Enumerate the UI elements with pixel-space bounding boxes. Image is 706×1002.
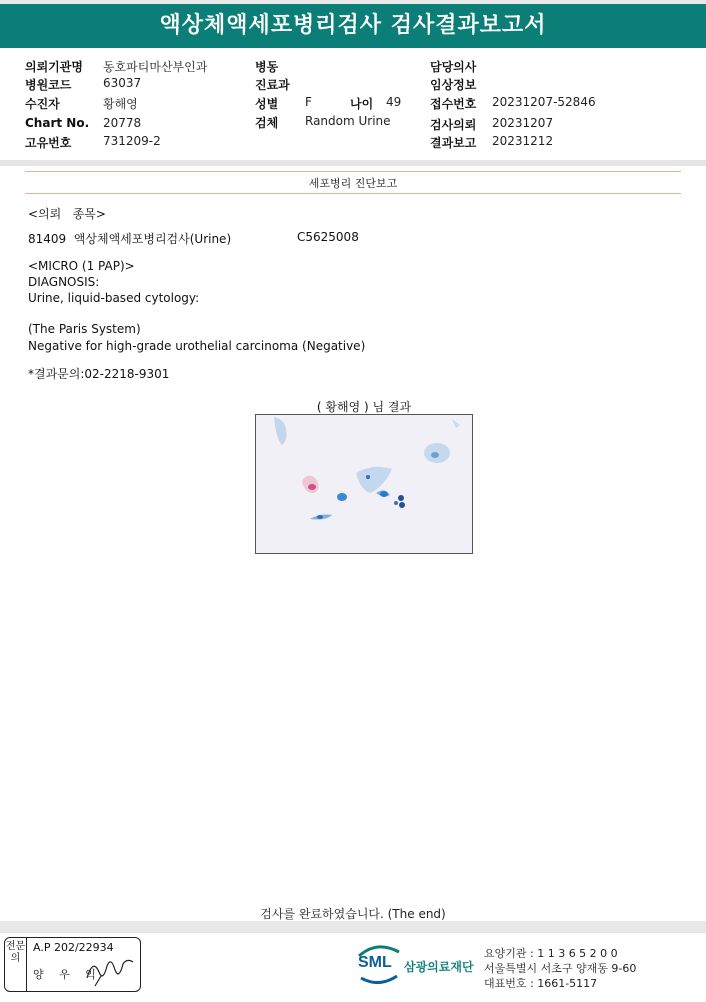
- test-code: C5625008: [297, 230, 359, 244]
- specialist-tag: 전문의: [5, 938, 27, 991]
- label-unique-number: 고유번호: [25, 136, 72, 150]
- value-age: 49: [386, 95, 402, 109]
- logo-text: SML: [358, 954, 392, 971]
- organization-name: 삼광의료재단: [404, 960, 474, 974]
- patient-info: [0, 54, 706, 158]
- value-unique-number: 731209-2: [103, 134, 161, 148]
- paris-system: (The Paris System): [28, 322, 141, 336]
- value-sex: F: [305, 95, 312, 109]
- value-result-reported: 20231212: [492, 134, 554, 148]
- pathologist-number: A.P 202/22934: [33, 941, 114, 954]
- value-requesting-institution: 동호파티마산부인과: [103, 60, 208, 74]
- value-chart-no: 20778: [103, 116, 142, 130]
- report-title: 액상체액세포병리검사 검사결과보고서: [0, 4, 706, 48]
- section-rule-top: [25, 171, 681, 172]
- label-age: 나이: [350, 97, 374, 111]
- footer-band: [0, 921, 706, 933]
- label-accession-number: 접수번호: [430, 97, 477, 111]
- micro-header: <MICRO (1 PAP)>: [28, 259, 135, 273]
- organization-address: 서울특별시 서초구 양재동 9-60: [484, 962, 637, 975]
- value-patient-name: 황해영: [103, 97, 138, 111]
- request-header: <의뢰 종목>: [28, 207, 106, 221]
- end-of-report: 검사를 완료하였습니다. (The end): [260, 907, 446, 921]
- organization-phone: 대표번호 : 1661-5117: [484, 977, 598, 990]
- label-ward: 병동: [255, 60, 279, 74]
- label-department: 진료과: [255, 78, 290, 92]
- diagnosis-result: Negative for high-grade urothelial carcinoma (Negative): [28, 339, 366, 353]
- cytology-image: [255, 414, 473, 554]
- pathologist-name: 양 우 익: [33, 968, 102, 981]
- label-clinical-info: 임상정보: [430, 78, 477, 92]
- label-specimen: 검체: [255, 116, 279, 130]
- info-separator: [0, 160, 706, 166]
- value-accession-number: 20231207-52846: [492, 95, 596, 109]
- label-chart-no: Chart No.: [25, 116, 90, 130]
- image-caption: ( 황해영 ) 님 결과: [316, 400, 412, 414]
- value-specimen: Random Urine: [305, 114, 391, 128]
- value-test-requested: 20231207: [492, 116, 554, 130]
- result-contact: *결과문의:02-2218-9301: [28, 367, 170, 381]
- label-attending-physician: 담당의사: [430, 60, 477, 74]
- pathologist-signature-box: [4, 937, 141, 992]
- test-line: 81409 액상체액세포병리검사(Urine): [28, 232, 232, 246]
- label-result-reported: 결과보고: [430, 136, 477, 150]
- label-patient-name: 수진자: [25, 97, 60, 111]
- signature-scribble: [83, 952, 139, 988]
- institution-code: 요양기관 : 1 1 3 6 5 2 0 0: [484, 947, 618, 960]
- section-rule-bottom: [25, 193, 681, 194]
- label-sex: 성별: [255, 97, 279, 111]
- section-title: 세포병리 진단보고: [308, 177, 398, 190]
- label-hospital-code: 병원코드: [25, 78, 72, 92]
- diagnosis-text: Urine, liquid-based cytology:: [28, 291, 200, 305]
- value-hospital-code: 63037: [103, 76, 142, 90]
- label-requesting-institution: 의뢰기관명: [25, 60, 83, 74]
- diagnosis-label: DIAGNOSIS:: [28, 275, 100, 289]
- label-test-requested: 검사의뢰: [430, 118, 477, 132]
